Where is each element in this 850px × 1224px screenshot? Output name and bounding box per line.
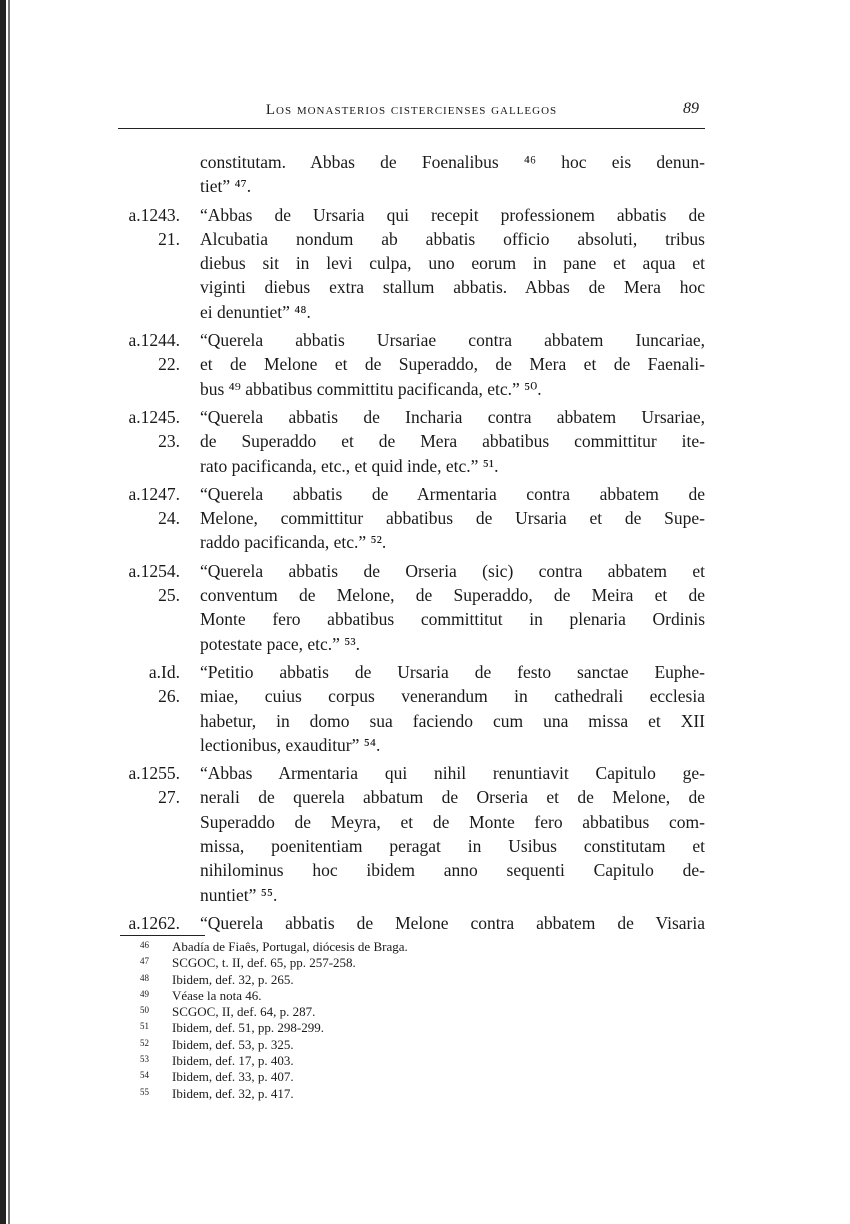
page-number: 89 <box>683 100 699 117</box>
footnote <box>140 955 408 971</box>
text-line: nerali de querela abbatum de Orseria et de Melone, de <box>200 787 705 808</box>
entry-text <box>200 203 705 324</box>
text-line: et de Melone et de Superaddo, de Mera et de Faenali- <box>200 354 705 375</box>
footnote-text: SCGOC, II, def. 64, p. 287. <box>172 1004 316 1020</box>
header-rule <box>118 128 705 129</box>
entry-number: 27. <box>158 787 180 808</box>
text-line: lectionibus, exauditur” ⁵⁴. <box>200 734 381 755</box>
entry-labels <box>110 482 180 555</box>
text-line: Alcubatia nondum ab abbatis officio absoluti, tribus <box>200 228 705 249</box>
entry-year: a.1243. <box>128 204 180 225</box>
entry-year: a.1244. <box>128 330 180 351</box>
footnote-text: Ibidem, def. 51, pp. 298-299. <box>172 1020 325 1036</box>
text-line: constitutam. Abbas de Foenalibus ⁴⁶ hoc eis denun- <box>200 152 705 172</box>
footnote-text: Ibidem, def. 17, p. 403. <box>172 1053 294 1069</box>
text-line: rato pacificanda, etc., et quid inde, etc.” ⁵¹. <box>200 455 499 476</box>
entry-labels <box>110 911 180 935</box>
entry <box>110 559 710 656</box>
footnote <box>140 1069 408 1085</box>
entry-number: 21. <box>158 228 180 249</box>
entry <box>110 203 710 324</box>
entry-year: a.1254. <box>128 560 180 581</box>
entry <box>110 761 710 907</box>
footnote <box>140 939 408 955</box>
entry <box>110 328 710 401</box>
footnote-text: Abadía de Fiaês, Portugal, diócesis de Braga. <box>172 939 408 954</box>
text-line: “Querela abbatis de Orseria (sic) contra abbatem et <box>200 560 705 581</box>
entry-number: 23. <box>158 431 180 452</box>
footnote-number: 54 <box>140 1070 149 1081</box>
entry-text <box>200 328 705 401</box>
text-line: potestate pace, etc.” ⁵³. <box>200 633 361 654</box>
text-line: miae, cuius corpus venerandum in cathedrali ecclesia <box>200 686 705 707</box>
entry <box>110 660 710 757</box>
entry-year: a.1247. <box>128 483 180 504</box>
footnote-number: 50 <box>140 1005 149 1016</box>
footnote-rule <box>120 935 205 936</box>
entry <box>110 482 710 555</box>
text-line: ei denuntiet” ⁴⁸. <box>200 301 311 322</box>
text-line: tiet” ⁴⁷. <box>200 176 252 197</box>
text-line: “Abbas Armentaria qui nihil renuntiavit Capitulo ge- <box>200 763 705 784</box>
footnote-text: Ibidem, def. 53, p. 325. <box>172 1036 294 1052</box>
scan-edge-shadow <box>8 0 10 1224</box>
entry-number: 22. <box>158 354 180 375</box>
entry-year: a.1245. <box>128 406 180 427</box>
main-text <box>110 150 710 939</box>
footnote-number: 51 <box>140 1021 149 1032</box>
footnote-text: SCGOC, t. II, def. 65, pp. 257-258. <box>172 955 356 971</box>
entry-number <box>110 174 180 198</box>
footnote <box>140 1020 408 1036</box>
text-line: habetur, in domo sua faciendo cum una missa et XII <box>200 710 705 731</box>
entry-number: 25. <box>158 585 180 606</box>
entry-labels <box>110 203 180 324</box>
text-line: diebus sit in levi culpa, uno eorum in pane et aqua et <box>200 253 705 274</box>
running-title: Los monasterios cistercienses gallegos <box>265 102 558 118</box>
entry-number: 26. <box>158 686 180 707</box>
entry <box>110 911 710 935</box>
entry-text <box>200 482 705 555</box>
footnote-number: 46 <box>140 940 149 950</box>
entry-text <box>200 761 705 907</box>
text-line: de Superaddo et de Mera abbatibus committitur ite- <box>200 431 705 452</box>
footnote-number: 48 <box>140 972 149 983</box>
footnote-number: 55 <box>140 1086 149 1097</box>
entry-number: 24. <box>158 508 180 529</box>
text-line: “Querela abbatis de Armentaria contra abbatem de <box>200 483 705 504</box>
entry-text <box>200 405 705 478</box>
entry-text <box>200 150 705 199</box>
text-line: viginti diebus extra stallum abbatis. Abbas de Mera hoc <box>200 277 705 298</box>
entry-text <box>200 559 705 656</box>
footnote <box>140 1004 408 1020</box>
text-line: “Querela abbatis Ursariae contra abbatem Iuncariae, <box>200 330 705 351</box>
footnote-text: Véase la nota 46. <box>172 987 262 1003</box>
text-line: nihilominus hoc ibidem anno sequenti Capitulo de- <box>200 860 705 881</box>
entry-text <box>200 911 705 935</box>
text-line: missa, poenitentiam peragat in Usibus constitutam et <box>200 836 705 857</box>
entry-labels <box>110 150 180 199</box>
footnote-number: 52 <box>140 1037 149 1048</box>
footnote-text: Ibidem, def. 33, p. 407. <box>172 1069 294 1085</box>
footnote-number: 49 <box>140 988 149 999</box>
entry-year: a.1262. <box>128 912 180 933</box>
entry <box>110 150 710 199</box>
entry-labels <box>110 405 180 478</box>
footnote-number: 53 <box>140 1054 149 1065</box>
text-line: “Querela abbatis de Incharia contra abbatem Ursariae, <box>200 406 705 427</box>
text-line: “Abbas de Ursaria qui recepit professionem abbatis de <box>200 204 705 225</box>
page-header <box>118 98 705 128</box>
footnote <box>140 1053 408 1069</box>
text-line: “Petitio abbatis de Ursaria de festo sanctae Euphe- <box>200 661 705 682</box>
text-line: bus ⁴⁹ abbatibus committitu pacificanda, etc.” ⁵⁰. <box>200 378 542 399</box>
text-line: Melone, committitur abbatibus de Ursaria et de Supe- <box>200 508 705 529</box>
footnote <box>140 1037 408 1053</box>
entry-year <box>110 150 180 174</box>
footnote-number: 47 <box>140 956 149 967</box>
footnote-text: Ibidem, def. 32, p. 417. <box>172 1085 294 1101</box>
footnote <box>140 988 408 1004</box>
scan-edge <box>0 0 6 1224</box>
text-line: raddo pacificanda, etc.” ⁵². <box>200 532 387 553</box>
entry-year: a.1255. <box>128 763 180 784</box>
entry-labels <box>110 328 180 401</box>
entry-labels <box>110 559 180 656</box>
footnote <box>140 972 408 988</box>
text-line: conventum de Melone, de Superaddo, de Meira et de <box>200 585 705 606</box>
entry-year: a.Id. <box>148 661 180 682</box>
text-line: “Querela abbatis de Melone contra abbatem de Visaria <box>200 912 705 933</box>
text-line: Superaddo de Meyra, et de Monte fero abbatibus com- <box>200 811 705 832</box>
entry-labels <box>110 761 180 907</box>
entry-labels <box>110 660 180 757</box>
footnote <box>140 1086 408 1102</box>
entry <box>110 405 710 478</box>
footnote-text: Ibidem, def. 32, p. 265. <box>172 971 294 987</box>
text-line: nuntiet” ⁵⁵. <box>200 884 278 905</box>
footnotes <box>140 939 408 1102</box>
text-line: Monte fero abbatibus committitut in plenaria Ordinis <box>200 609 705 630</box>
entry-text <box>200 660 705 757</box>
